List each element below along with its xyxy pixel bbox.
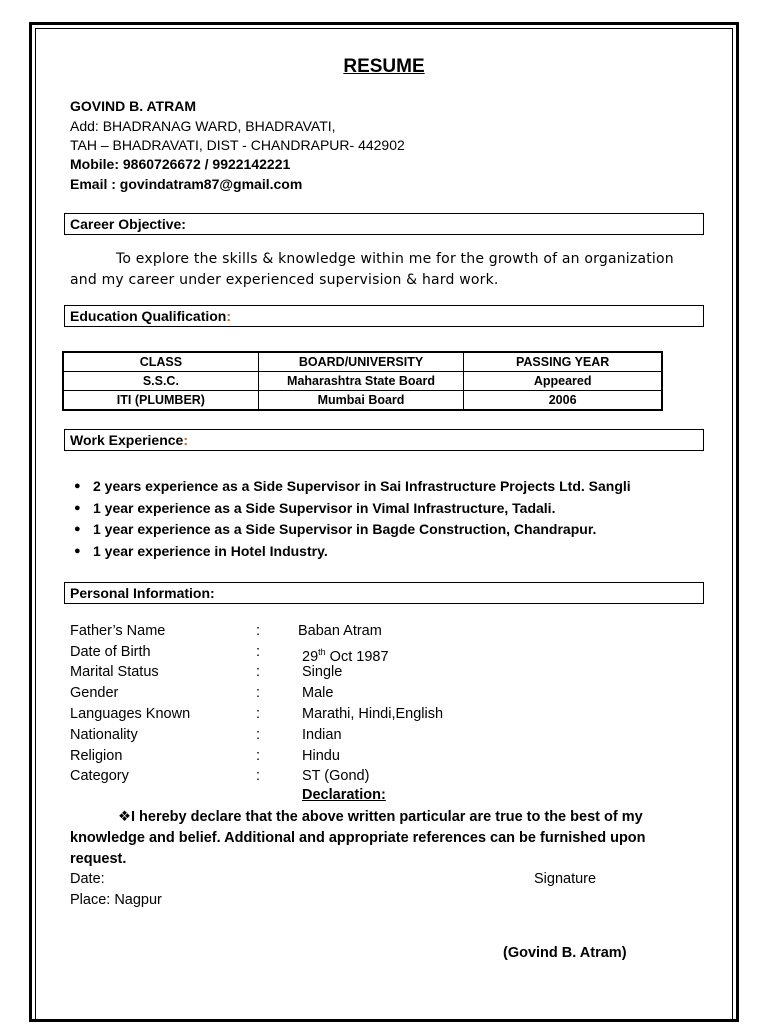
personal-separator: : [256,768,261,784]
declaration-bullet-icon: ❖ [118,809,131,825]
personal-row-gender [70,683,670,704]
personal-label: Religion [70,748,123,764]
education-table [62,351,663,411]
dob-suffix: th [318,647,326,657]
signatory-name: (Govind B. Atram) [503,945,627,961]
personal-information-heading-text: Personal Information: [70,585,215,601]
date-label: Date: [70,871,105,887]
work-experience-heading-colon: : [183,432,189,448]
work-experience-list [70,476,631,562]
personal-label: Marital Status [70,664,159,680]
table-row [63,391,662,411]
resume-title: RESUME [343,56,425,77]
career-objective-heading [64,213,704,235]
personal-value: Hindu [302,748,340,764]
personal-label: Category [70,768,129,784]
education-col-board: BOARD/UNIVERSITY [258,352,464,372]
education-cell-class: ITI (PLUMBER) [63,391,258,411]
personal-separator: : [256,623,261,639]
personal-information-heading [64,582,704,604]
education-col-year: PASSING YEAR [464,352,662,372]
personal-label: Languages Known [70,706,191,722]
list-item: ● 1 year experience as a Side Supervisor in Bagde Construction, Chandrapur. [70,519,631,541]
education-cell-year: Appeared [464,372,662,391]
signature-label: Signature [534,871,597,887]
personal-label: Gender [70,685,119,701]
personal-value: Single [302,664,343,680]
education-cell-year: 2006 [464,391,662,411]
email-address: Email : govindatram87@gmail.com [70,176,303,192]
declaration-text [70,807,692,870]
personal-value: ST (Gond) [302,768,370,784]
personal-label: Date of Birth [70,644,151,660]
work-experience-heading [64,429,704,451]
dob-rest: Oct 1987 [325,648,389,665]
education-heading-text: Education Qualification [70,308,227,324]
dob-day: 29 [302,648,319,665]
personal-row-marital [70,662,670,683]
personal-row-nationality [70,725,670,746]
mobile-number: Mobile: 9860726672 / 9922142221 [70,156,291,172]
personal-value: Indian [302,727,342,743]
education-table-header-row [63,352,662,372]
personal-separator: : [256,644,261,660]
personal-row-religion [70,746,670,767]
work-experience-heading-text: Work Experience [70,432,184,448]
personal-separator: : [256,706,261,722]
career-objective-text [70,249,700,291]
career-objective-heading-text: Career Objective: [70,216,186,232]
education-col-class: CLASS [63,352,258,372]
personal-row-dob [70,642,670,663]
list-item: ● 1 year experience as a Side Supervisor in Vimal Infrastructure, Tadali. [70,498,631,520]
personal-separator: : [256,748,261,764]
career-objective-body: To explore the skills & knowledge within me for the growth of an organization and my career under experienced supervision & hard work. [70,251,674,288]
personal-label: Nationality [70,727,138,743]
personal-value: Baban Atram [298,623,382,639]
declaration-line-1 [70,807,692,828]
declaration-first-line: I hereby declare that the above written particular are true to the best of my [131,809,643,825]
list-item: ● 2 years experience as a Side Supervisor in Sai Infrastructure Projects Ltd. Sangli [70,476,631,498]
education-heading [64,305,704,327]
personal-row-category [70,766,670,787]
personal-value: Marathi, Hindi,English [302,706,444,722]
personal-separator: : [256,685,261,701]
place-label: Place: Nagpur [70,892,162,908]
education-cell-board: Mumbai Board [258,391,464,411]
education-cell-board: Maharashtra State Board [258,372,464,391]
declaration-heading: Declaration: [302,787,386,803]
personal-label: Father’s Name [70,623,166,639]
address-line-1: Add: BHADRANAG WARD, BHADRAVATI, [70,118,336,134]
candidate-name: GOVIND B. ATRAM [70,98,196,114]
personal-row-languages [70,704,670,725]
table-row [63,372,662,391]
education-cell-class: S.S.C. [63,372,258,391]
list-item: ● 1 year experience in Hotel Industry. [70,541,631,563]
personal-separator: : [256,727,261,743]
education-heading-colon: : [226,308,232,324]
personal-value: Male [302,685,334,701]
personal-separator: : [256,664,261,680]
address-line-2: TAH – BHADRAVATI, DIST - CHANDRAPUR- 442902 [70,137,405,153]
personal-row-father [70,621,670,642]
declaration-rest: knowledge and belief. Additional and appropriate references can be furnished upon request. [70,830,646,867]
